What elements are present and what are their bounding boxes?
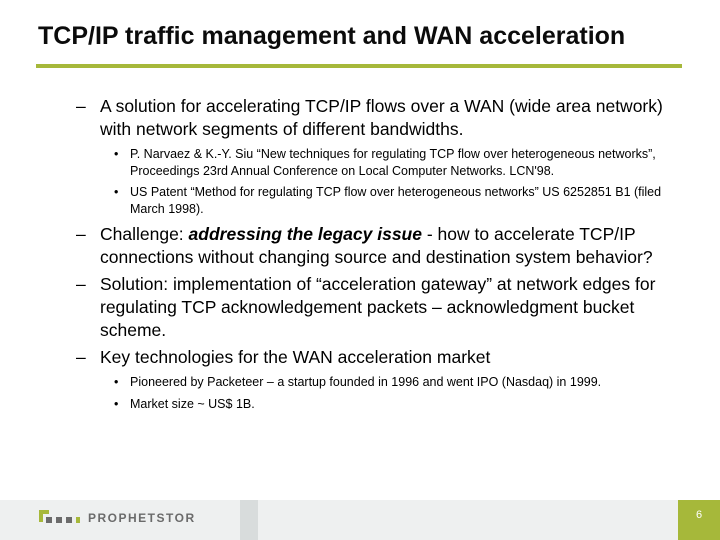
- bullet-point-3: [76, 273, 676, 342]
- title-underline: [36, 64, 682, 68]
- bullet-marker: •: [114, 375, 119, 389]
- bullet-marker: •: [114, 147, 119, 161]
- prophetstor-logo-icon: [38, 508, 82, 528]
- bullet-marker: •: [114, 185, 119, 199]
- bullet-text: Key technologies for the WAN acceleration market: [100, 347, 491, 367]
- bullet-point-1: [76, 95, 676, 141]
- sub-bullet-1-2: [76, 184, 676, 217]
- challenge-text: - how to accelerate TCP/IP connections without changing source and destination system behavior?: [100, 224, 653, 267]
- dash-marker: –: [76, 96, 86, 116]
- footer-divider: [240, 500, 258, 540]
- sub-bullet-4-2: [76, 396, 676, 413]
- slide-title: TCP/IP traffic management and WAN acceleration: [38, 22, 626, 50]
- challenge-emphasis: addressing the legacy issue: [188, 224, 422, 244]
- dash-marker: –: [76, 274, 86, 294]
- sub-bullet-text: P. Narvaez & K.-Y. Siu “New techniques for regulating TCP flow over heterogeneous networks”, Proceedings 23rd Annual Conference on Local Computer Networks. LCN'98.: [130, 147, 656, 178]
- dash-marker: –: [76, 224, 86, 244]
- sub-bullet-text: US Patent “Method for regulating TCP flow over heterogeneous networks” US 6252851 B1 (filed March 1998).: [130, 185, 662, 216]
- sub-bullet-4-1: [76, 374, 676, 391]
- bullet-text: Solution: implementation of “acceleration gateway” at network edges for regulating TCP acknowledgement packets – acknowledgment bucket scheme.: [100, 274, 656, 340]
- bullet-text: A solution for accelerating TCP/IP flows over a WAN (wide area network) with network segments of different bandwidths.: [100, 96, 663, 139]
- bullet-marker: •: [114, 396, 119, 411]
- challenge-label: Challenge:: [100, 224, 189, 244]
- slide-content: [76, 95, 676, 412]
- sub-bullet-text: Pioneered by Packeteer – a startup founded in 1996 and went IPO (Nasdaq) in 1999.: [130, 375, 602, 389]
- bullet-point-4: [76, 346, 676, 369]
- page-number: 6: [678, 500, 720, 540]
- sub-bullet-1-1: [76, 146, 676, 179]
- company-logo-text: PROPHETSTOR: [88, 511, 196, 525]
- dash-marker: –: [76, 347, 86, 367]
- bullet-point-2: [76, 223, 676, 269]
- sub-bullet-text: Market size ~ US$ 1B.: [130, 396, 255, 411]
